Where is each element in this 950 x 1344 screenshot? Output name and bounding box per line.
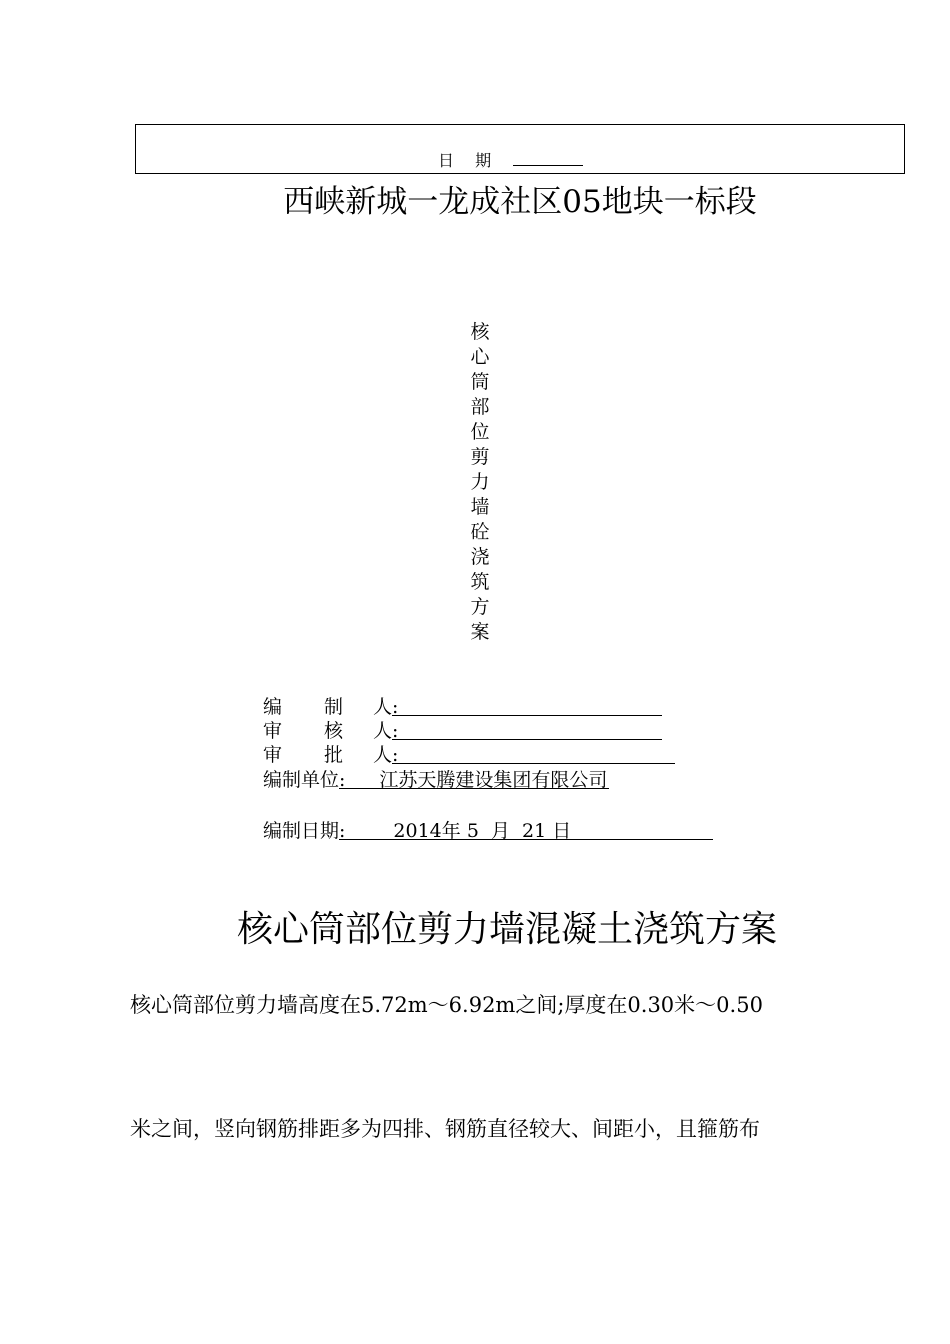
reviewer-label-char-1: 审 bbox=[263, 720, 283, 742]
unit-row bbox=[263, 768, 609, 792]
editor-row bbox=[263, 695, 662, 719]
approver-field[interactable] bbox=[392, 743, 675, 764]
unit-label: 编制单位 bbox=[263, 769, 340, 791]
compile-date-value: 2014年 5 月 21 日 bbox=[393, 820, 572, 842]
body-text-line-1: 核心筒部位剪力墙高度在5.72m～6.92m之间;厚度在0.30米～0.50 bbox=[130, 993, 763, 1017]
editor-colon: : bbox=[392, 696, 399, 718]
header-date-blank[interactable] bbox=[513, 151, 583, 166]
reviewer-colon: : bbox=[392, 720, 399, 742]
reviewer-label-char-2: 核 bbox=[324, 720, 344, 742]
approver-label-char-1: 审 bbox=[263, 744, 283, 766]
reviewer-field[interactable] bbox=[392, 719, 662, 740]
header-date-row bbox=[438, 151, 583, 171]
approver-row bbox=[263, 743, 675, 767]
header-date-label: 日 期 bbox=[438, 151, 500, 170]
body-text-line-2: 米之间，竖向钢筋排距多为四排、钢筋直径较大、间距小，且箍筋布 bbox=[130, 1117, 760, 1141]
approver-label-char-2: 批 bbox=[324, 744, 344, 766]
approver-colon: : bbox=[392, 744, 399, 766]
unit-colon: : bbox=[339, 769, 346, 791]
reviewer-row bbox=[263, 719, 662, 743]
compile-date-field[interactable] bbox=[339, 819, 713, 840]
compile-date-colon: : bbox=[339, 820, 346, 842]
editor-label-char-2: 制 bbox=[324, 696, 344, 718]
approver-label-char-3: 人 bbox=[373, 744, 393, 766]
main-title: 核心筒部位剪力墙混凝土浇筑方案 bbox=[236, 909, 777, 950]
compile-date-label: 编制日期 bbox=[263, 820, 340, 842]
editor-label-char-3: 人 bbox=[373, 696, 393, 718]
unit-value: 江苏天腾建设集团有限公司 bbox=[379, 769, 608, 791]
editor-field[interactable] bbox=[392, 695, 662, 716]
vertical-title: 核心筒部位剪力墙砼浇筑方案 bbox=[470, 321, 490, 643]
compile-date-row bbox=[263, 819, 713, 843]
unit-field[interactable] bbox=[339, 768, 609, 789]
project-title: 西峡新城一龙成社区05地块一标段 bbox=[283, 184, 757, 220]
editor-label-char-1: 编 bbox=[263, 696, 283, 718]
reviewer-label-char-3: 人 bbox=[373, 720, 393, 742]
